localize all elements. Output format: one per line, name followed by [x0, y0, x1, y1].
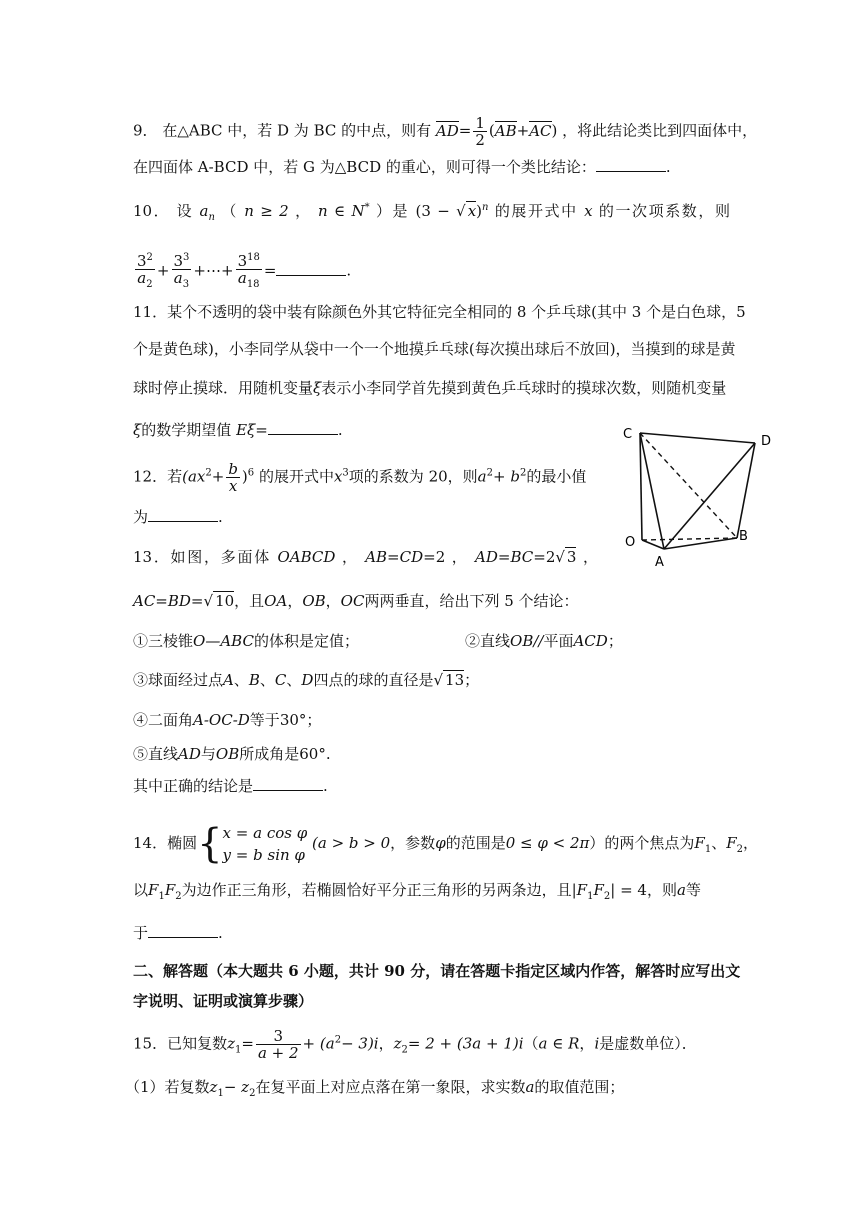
val: 30° — [279, 711, 307, 729]
m: OB// — [510, 632, 544, 650]
text: ）的两个焦点为 — [589, 834, 695, 852]
answer-blank — [148, 507, 218, 522]
var-b: + b — [492, 467, 520, 486]
text: ， — [325, 592, 341, 610]
z: z — [209, 1078, 218, 1096]
polyhedron-figure — [615, 418, 785, 568]
edge-cd — [640, 433, 755, 443]
var-a: a — [525, 1078, 535, 1096]
cond-n-set: n ∈ N — [318, 202, 365, 220]
period: . — [218, 924, 223, 942]
m: ACD — [573, 632, 608, 650]
q13-conclusion-3 — [133, 669, 479, 691]
q14-line-3 — [133, 922, 223, 944]
i: i — [594, 1034, 600, 1053]
q9-text-c: 在四面体 A-BCD 中，若 G 为△BCD 的重心，则可得一个类比结论： — [133, 158, 596, 176]
d: a — [237, 269, 247, 287]
plus-sign: + — [516, 121, 530, 140]
f: F — [148, 881, 159, 899]
q12-line-1 — [133, 461, 586, 494]
section-2-heading-line-2 — [133, 990, 313, 1012]
plus: + — [156, 261, 170, 280]
q15-number: 15．已知复数 — [133, 1034, 228, 1053]
text: 设 — [176, 202, 194, 220]
d: a — [137, 269, 147, 287]
eq: AB=CD= — [365, 548, 436, 566]
expr: − 3)i — [341, 1034, 379, 1053]
abs: | = 4 — [610, 881, 647, 899]
answer-blank — [253, 776, 323, 791]
sup: 18 — [247, 252, 260, 263]
vector-ad: AD — [435, 121, 459, 140]
cond: a ∈ R — [538, 1034, 580, 1053]
q13-conclusion-5 — [133, 743, 331, 765]
sqrt-sign: √ — [555, 548, 565, 566]
eq: AC=BD= — [133, 592, 204, 610]
sqrt-sign: √ — [433, 671, 444, 689]
n: b — [228, 460, 238, 478]
sub: 1 — [235, 1044, 242, 1056]
q11-line-2 — [133, 338, 736, 360]
text: 等 — [685, 881, 701, 899]
paren: ) — [241, 467, 248, 486]
sub: 2 — [603, 891, 611, 902]
expr: (3 − — [415, 202, 457, 220]
text: 的取值范围； — [534, 1078, 625, 1096]
equals-sign: = — [458, 121, 472, 140]
var-xi: ξ — [133, 421, 142, 439]
text: ⑤直线 — [133, 745, 179, 763]
text: 项的系数为 20，则 — [348, 467, 478, 486]
q14-number: 14．椭圆 — [133, 834, 198, 852]
fraction-term-3 — [236, 250, 262, 293]
q14-line-2 — [133, 879, 701, 908]
d: x — [228, 477, 238, 495]
var-a: a — [676, 881, 686, 899]
edge-db — [737, 443, 755, 538]
text: 的最小值 — [526, 467, 587, 486]
label-a: A — [655, 555, 664, 568]
q13-line-2 — [133, 590, 579, 612]
equals: = — [255, 421, 268, 439]
q10-line-1 — [133, 197, 730, 229]
period: . — [346, 261, 352, 280]
q9-line-2 — [133, 156, 671, 178]
text: ，且 — [234, 592, 265, 610]
q15-line-1 — [133, 1028, 697, 1062]
f: F — [694, 834, 705, 852]
fraction-b-x — [226, 461, 240, 494]
text: （1）若复数 — [125, 1078, 210, 1096]
edge-ca — [640, 433, 664, 549]
phi: φ — [435, 834, 446, 852]
text: ， — [378, 1034, 394, 1053]
period: . — [323, 777, 328, 795]
n: 3 — [137, 252, 147, 270]
sup: 2 — [486, 467, 493, 479]
q13-conclusion-1 — [133, 630, 359, 652]
expr: ) — [476, 202, 483, 220]
text: 13．如图，多面体 — [133, 548, 271, 566]
var-a: a — [199, 202, 209, 220]
q11-line-1 — [133, 301, 746, 323]
q15-part-1 — [125, 1076, 624, 1105]
d: a + 2 — [257, 1044, 299, 1062]
label-b: B — [739, 529, 748, 544]
sub: 1 — [587, 891, 594, 902]
m: C — [274, 671, 287, 689]
edge-oa — [642, 540, 664, 549]
q11-line-3 — [133, 377, 726, 399]
fraction-half — [473, 115, 487, 148]
sup: 2 — [334, 1034, 342, 1046]
paren: ( — [488, 121, 495, 140]
m: OB — [215, 745, 240, 763]
plus: + — [211, 467, 225, 486]
q13-line-1 — [133, 546, 598, 568]
cond-n: n ≥ 2 — [244, 202, 289, 220]
eq-y: y = b sin φ — [222, 846, 305, 864]
abs: |F — [571, 881, 588, 899]
q9-text-b: ，将此结论类比到四面体中， — [562, 121, 758, 140]
answer-blank — [268, 420, 338, 435]
q10-number: 10． — [133, 202, 171, 220]
text: ， — [579, 1034, 595, 1053]
text: 的展开式中 — [494, 202, 578, 220]
n: 3 — [237, 252, 248, 270]
fraction-3-over-a2 — [256, 1028, 301, 1061]
section-heading: 二、解答题（本大题共 6 小题，共计 90 分，请在答题卡指定区域内作答，解答时应写出文 — [133, 962, 741, 980]
text: 的展开式中 — [258, 467, 334, 486]
text: 的一次项系数，则 — [598, 202, 730, 220]
expr: − z — [223, 1078, 250, 1096]
sup: 2 — [519, 467, 527, 479]
range: 0 ≤ φ < 2π — [505, 834, 590, 852]
text: 球时停止摸球．用随机变量 — [133, 379, 314, 397]
text: ， — [287, 592, 303, 610]
equals: = — [263, 261, 277, 280]
brace: { — [197, 821, 223, 867]
text: 为 — [133, 508, 149, 526]
sub: 18 — [246, 279, 260, 290]
sup: 3 — [342, 467, 349, 479]
q9-text-a: 在△ABC 中，若 D 为 BC 的中点，则有 — [162, 121, 432, 140]
vector-ac: AC — [529, 121, 552, 140]
text: 其中正确的结论是 — [133, 777, 254, 795]
text: ①三棱锥 — [133, 632, 194, 650]
n: 3 — [256, 1028, 301, 1045]
text: 平面 — [543, 632, 574, 650]
label-o: O — [625, 535, 636, 550]
eq-x: x = a cos φ — [222, 824, 308, 842]
seg: OB — [302, 592, 326, 610]
q12-line-2 — [133, 506, 223, 528]
expr: (ax — [182, 467, 206, 486]
poly-name: OABCD — [277, 548, 336, 566]
section-2-heading-line-1 — [133, 960, 740, 982]
text: 是虚数单位）． — [599, 1034, 697, 1053]
edge-co — [640, 433, 642, 540]
text: ； — [607, 632, 623, 650]
fraction-term-1 — [135, 250, 155, 293]
q13-conclusion-4 — [133, 709, 321, 731]
text: 的数学期望值 — [141, 421, 232, 439]
dots: +⋯+ — [193, 261, 234, 280]
text: 的范围是 — [445, 834, 506, 852]
text: 个是黄色球)，小李同学从袋中一个一个地摸乒乓球(每次摸出球后不放回)，当摸到的球是黄 — [133, 340, 736, 358]
text: 于 — [133, 924, 149, 942]
text: 以 — [133, 881, 149, 899]
sep: 、 — [711, 834, 727, 852]
text: 四点的球的直径是 — [313, 671, 434, 689]
answer-blank — [596, 157, 666, 172]
text: ）是 — [375, 202, 410, 220]
q13-conclusion-2 — [465, 630, 623, 652]
sep: 、 — [233, 671, 249, 689]
rad: 10 — [215, 592, 235, 610]
sup: n — [482, 202, 489, 213]
f: F — [164, 881, 176, 899]
rad: 13 — [445, 671, 465, 689]
eq: = — [241, 1034, 254, 1053]
cond: (a > b > 0 — [312, 834, 391, 852]
q10-line-2 — [133, 250, 351, 293]
text: ②直线 — [465, 632, 511, 650]
m: A-OC-D — [193, 711, 250, 729]
fraction-term-2 — [172, 250, 192, 293]
frac-num: 1 — [475, 114, 485, 132]
period: . — [337, 421, 343, 439]
text: . — [325, 745, 331, 763]
var-xi: ξ — [313, 379, 322, 397]
text: 两两垂直，给出下列 5 个结论： — [364, 592, 579, 610]
sub: 1 — [217, 1088, 224, 1099]
vector-ab: AB — [494, 121, 517, 140]
var-x: x — [584, 202, 593, 220]
sub: n — [208, 212, 215, 223]
sub: 2 — [146, 279, 153, 290]
period: . — [665, 158, 671, 176]
text: ，参数 — [390, 834, 436, 852]
text: （ — [523, 1034, 539, 1053]
text: 在复平面上对应点落在第一象限，求实数 — [255, 1078, 526, 1096]
sup: 3 — [183, 252, 190, 263]
sup: 6 — [247, 467, 255, 479]
text: （ — [221, 202, 238, 220]
answer-blank — [148, 923, 218, 938]
sub: 1 — [158, 891, 165, 902]
q9-line-1 — [133, 114, 758, 149]
sqrt-sign: √ — [456, 202, 466, 220]
text: 与 — [200, 745, 216, 763]
val: 60° — [299, 745, 326, 763]
seg: OA — [264, 592, 288, 610]
text: ④二面角 — [133, 711, 194, 729]
eq: AD=BC= — [475, 548, 546, 566]
text: ； — [464, 671, 480, 689]
sub: 2 — [249, 1088, 256, 1099]
text: ， — [451, 548, 469, 566]
m: O—ABC — [193, 632, 254, 650]
var-x: x — [333, 467, 343, 486]
val: 2 — [435, 548, 446, 566]
q9-number: 9． — [133, 121, 158, 140]
z: z — [227, 1034, 235, 1053]
m: AD — [178, 745, 201, 763]
text: 11．某个不透明的袋中装有除颜色外其它特征完全相同的 8 个乒乓球(其中 3 个是白色球，5 — [133, 303, 746, 321]
sqrt-x: x — [467, 202, 477, 220]
sep: 、 — [259, 671, 275, 689]
abs: F — [593, 881, 604, 899]
rad: 3 — [566, 548, 577, 566]
text: ， — [295, 202, 312, 220]
m: B — [248, 671, 260, 689]
expr: = 2 + (3a + 1)i — [407, 1034, 524, 1053]
edge-ab — [664, 538, 737, 549]
expr: + (a — [302, 1034, 335, 1053]
section-heading: 字说明、证明或演算步骤） — [133, 992, 314, 1010]
q14-line-1 — [133, 815, 758, 871]
answer-blank — [276, 261, 346, 276]
m: D — [301, 671, 314, 689]
sub: 2 — [736, 844, 744, 855]
text: 等于 — [249, 711, 280, 729]
text: ， — [743, 834, 759, 852]
text: ； — [306, 711, 322, 729]
text: 所成角是 — [239, 745, 300, 763]
sep: 、 — [286, 671, 302, 689]
param-system — [223, 822, 308, 866]
val: 2 — [545, 548, 556, 566]
sub: 2 — [401, 1044, 408, 1056]
sup: * — [364, 202, 370, 213]
label-c: C — [623, 427, 633, 442]
sqrt-sign: √ — [203, 592, 214, 610]
sub: 1 — [704, 844, 712, 855]
text: 表示小李同学首先摸到黄色乒乓球时的摸球次数，则随机变量 — [321, 379, 727, 397]
text: ，则 — [646, 881, 677, 899]
period: . — [218, 508, 223, 526]
d: a — [173, 269, 183, 287]
n: 3 — [173, 252, 184, 270]
f: F — [726, 834, 737, 852]
frac-den: 2 — [475, 131, 485, 149]
sub: 3 — [182, 279, 190, 290]
q11-line-4 — [133, 419, 343, 441]
edge-cb-hidden — [640, 433, 737, 538]
sup: 2 — [146, 252, 153, 263]
text: 为边作正三角形，若椭圆恰好平分正三角形的另两条边，且 — [181, 881, 572, 899]
m: A — [223, 671, 234, 689]
sup: 2 — [205, 467, 212, 479]
q13-answer-line — [133, 775, 328, 797]
text: ， — [341, 548, 359, 566]
label-d: D — [761, 434, 772, 449]
text: ， — [582, 548, 598, 566]
sub: 2 — [175, 891, 182, 902]
text: ③球面经过点 — [133, 671, 224, 689]
seg: OC — [340, 592, 365, 610]
expectation: Eξ — [236, 421, 256, 439]
z: z — [393, 1034, 402, 1053]
text: 的体积是定值； — [253, 632, 359, 650]
var-a: a — [477, 467, 487, 486]
paren: ) — [551, 121, 558, 140]
q12-number: 12．若 — [133, 467, 183, 486]
